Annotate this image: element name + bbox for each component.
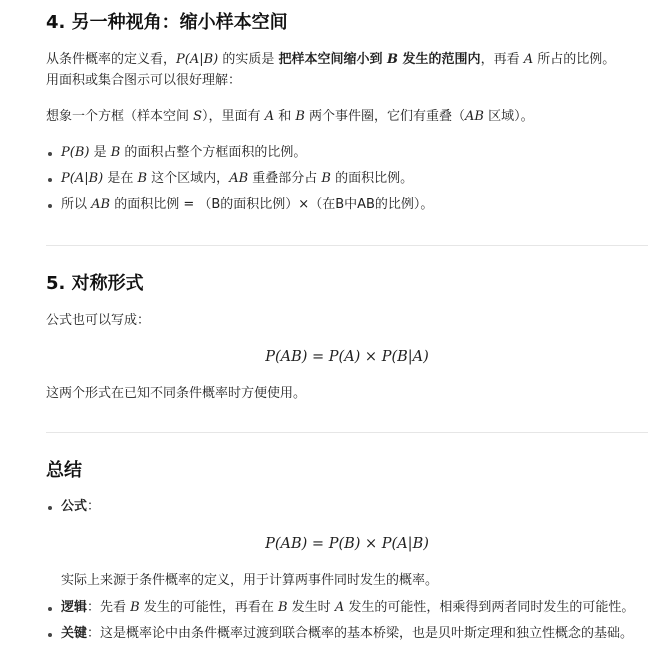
list-item: 关键：这是概率论中由条件概率过渡到联合概率的基本桥梁，也是贝叶斯定理和独立性概念的基础。	[46, 623, 648, 645]
math-p-a-given-b: P(A|B)	[176, 52, 219, 67]
section-divider	[46, 432, 648, 433]
section-4-heading: 4. 另一种视角：缩小样本空间	[46, 12, 288, 33]
section-divider	[46, 245, 648, 246]
section-5-paragraph-2: 这两个形式在已知不同条件概率时方便使用。	[46, 386, 307, 401]
summary-heading: 总结	[46, 460, 82, 481]
list-item: P(A|B) 是在 B 这个区域内，AB 重叠部分占 B 的面积比例。	[46, 168, 648, 190]
section-4-bullet-list	[46, 142, 648, 216]
bold-emphasis: 把样本空间缩小到 B 发生的范围内	[278, 52, 481, 67]
list-item: 公式：	[46, 496, 648, 518]
list-item: 所以 AB 的面积比例 = （B的面积比例）×（在B中AB的比例）。	[46, 194, 648, 216]
section-4-paragraph-2: 想象一个方框（样本空间 S），里面有 A 和 B 两个事件圈，它们有重叠（AB 区域）。	[46, 109, 534, 124]
formula-symmetric: P(AB) = P(A) × P(B|A)	[265, 349, 429, 365]
section-5-paragraph-1: 公式也可以写成：	[46, 313, 151, 328]
section-4-paragraph-1: 从条件概率的定义看，P(A|B) 的实质是 把样本空间缩小到 B 发生的范围内，再看 A 所占的比例。	[46, 52, 616, 67]
section-5-heading: 5. 对称形式	[46, 273, 144, 294]
summary-formula-note: 实际上来源于条件概率的定义，用于计算两事件同时发生的概率。	[61, 573, 439, 588]
formula-summary: P(AB) = P(B) × P(A|B)	[265, 536, 429, 552]
summary-list-1	[46, 496, 648, 518]
list-item: P(B) 是 B 的面积占整个方框面积的比例。	[46, 142, 648, 164]
summary-list-2	[46, 597, 648, 645]
list-item: 逻辑：先看 B 发生的可能性，再看在 B 发生时 A 发生的可能性，相乘得到两者同时发生的可能性。	[46, 597, 648, 619]
section-4-paragraph-1-line-2: 用面积或集合图示可以很好理解：	[46, 73, 242, 88]
